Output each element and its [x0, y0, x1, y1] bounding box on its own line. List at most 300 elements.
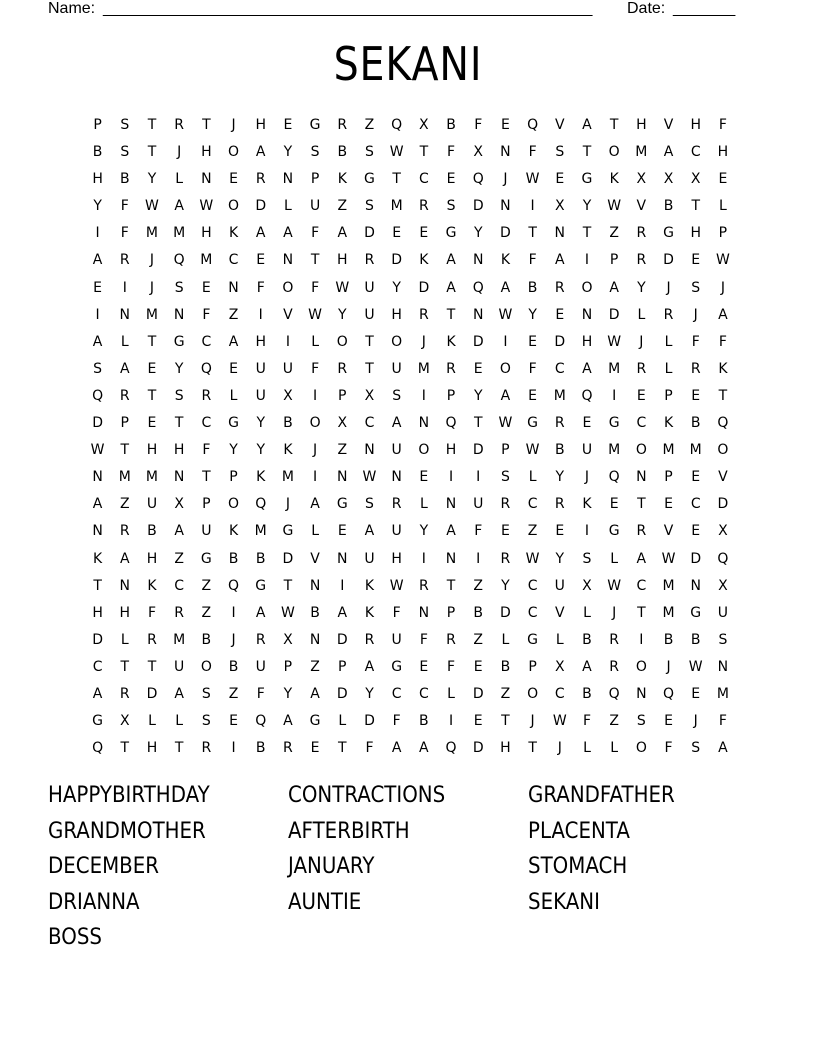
- grid-letter: I: [584, 523, 590, 540]
- grid-letter: G: [364, 171, 375, 188]
- grid-letter: S: [691, 740, 701, 757]
- grid-letter: L: [175, 713, 184, 730]
- grid-letter: M: [145, 469, 159, 486]
- grid-letter: F: [311, 225, 320, 242]
- grid-letter: L: [555, 631, 564, 648]
- grid-letter: B: [527, 279, 538, 296]
- grid-letter: L: [148, 713, 156, 730]
- grid-letter: T: [691, 198, 700, 215]
- grid-letter: O: [282, 279, 294, 296]
- grid-letter: Q: [200, 360, 212, 377]
- grid-letter: I: [231, 604, 236, 621]
- grid-letter: J: [612, 604, 617, 621]
- grid-letter: I: [448, 713, 454, 730]
- grid-letter: A: [718, 306, 728, 323]
- grid-letter: I: [421, 387, 426, 404]
- grid-letter: V: [718, 469, 728, 486]
- grid-row: [84, 329, 737, 356]
- grid-letter: J: [231, 117, 236, 133]
- grid-letter: E: [691, 252, 701, 269]
- grid-letter: D: [391, 252, 403, 269]
- grid-letter: F: [718, 333, 727, 350]
- grid-letter: A: [310, 496, 320, 513]
- grid-letter: B: [147, 523, 157, 540]
- grid-letter: L: [719, 198, 727, 215]
- grid-letter: T: [419, 144, 429, 161]
- grid-letter: A: [500, 279, 511, 296]
- grid-row: [84, 600, 737, 627]
- grid-letter: E: [636, 387, 646, 404]
- grid-letter: L: [284, 198, 292, 215]
- grid-letter: K: [364, 577, 375, 594]
- name-label: Name:: [48, 0, 96, 17]
- grid-letter: V: [310, 550, 320, 567]
- grid-letter: X: [174, 496, 184, 513]
- grid-letter: X: [554, 658, 565, 675]
- grid-letter: B: [500, 658, 511, 675]
- grid-letter: O: [200, 658, 212, 675]
- grid-letter: E: [392, 225, 402, 242]
- grid-row: [84, 708, 737, 735]
- grid-letter: R: [201, 387, 212, 404]
- grid-letter: P: [338, 387, 347, 404]
- grid-letter: W: [525, 442, 540, 459]
- grid-letter: D: [472, 333, 484, 350]
- grid-letter: N: [472, 306, 484, 323]
- grid-letter: E: [528, 387, 538, 404]
- grid-letter: A: [283, 713, 293, 730]
- grid-letter: F: [664, 740, 673, 757]
- grid-letter: N: [364, 442, 375, 459]
- grid-letter: Y: [555, 469, 565, 486]
- grid-letter: N: [92, 469, 103, 486]
- grid-letter: B: [201, 631, 212, 648]
- name-field-line: _______________________________________________________: [103, 0, 593, 17]
- grid-letter: E: [419, 469, 429, 486]
- grid-letter: W: [525, 171, 540, 188]
- grid-letter: S: [120, 117, 130, 133]
- grid-letter: Q: [472, 171, 484, 188]
- grid-letter: C: [364, 415, 375, 432]
- grid-letter: R: [636, 225, 647, 242]
- grid-letter: U: [473, 496, 484, 513]
- grid-letter: C: [527, 604, 538, 621]
- grid-letter: F: [528, 144, 537, 161]
- grid-letter: E: [201, 279, 211, 296]
- grid-letter: T: [120, 740, 130, 757]
- grid-letter: Y: [473, 225, 483, 242]
- grid-letter: D: [690, 550, 702, 567]
- grid-letter: F: [447, 144, 456, 161]
- grid-letter: T: [338, 740, 347, 757]
- grid-letter: C: [391, 685, 402, 702]
- grid-letter: D: [472, 442, 484, 459]
- grid-letter: L: [637, 306, 646, 323]
- grid-letter: G: [173, 333, 185, 350]
- grid-letter: A: [92, 252, 103, 269]
- grid-letter: Z: [473, 631, 484, 648]
- grid-letter: Z: [228, 306, 239, 323]
- grid-letter: J: [285, 496, 290, 513]
- grid-letter: J: [693, 306, 698, 323]
- grid-letter: R: [364, 252, 375, 269]
- grid-letter: P: [446, 387, 456, 404]
- grid-letter: K: [364, 604, 375, 621]
- grid-letter: W: [688, 658, 703, 675]
- grid-letter: C: [554, 685, 565, 702]
- grid-letter: Y: [637, 279, 646, 296]
- grid-letter: D: [364, 225, 375, 242]
- grid-letter: H: [581, 333, 593, 350]
- grid-letter: E: [555, 523, 565, 540]
- grid-letter: J: [149, 252, 155, 269]
- grid-letter: R: [554, 415, 565, 432]
- grid-letter: U: [174, 658, 185, 675]
- grid-letter: K: [663, 415, 674, 432]
- grid-letter: G: [663, 225, 674, 242]
- grid-letter: W: [498, 415, 513, 432]
- grid-letter: B: [255, 550, 266, 567]
- grid-letter: J: [693, 713, 698, 730]
- grid-letter: F: [365, 740, 374, 757]
- grid-letter: Q: [445, 740, 457, 757]
- grid-letter: T: [120, 442, 130, 459]
- grid-letter: W: [362, 469, 377, 486]
- grid-letter: B: [255, 740, 266, 757]
- grid-letter: F: [419, 631, 428, 648]
- date-label: Date:: [627, 0, 666, 17]
- grid-letter: I: [340, 577, 345, 594]
- grid-letter: B: [446, 117, 456, 133]
- grid-letter: O: [635, 658, 647, 675]
- grid-letter: B: [473, 604, 484, 621]
- grid-letter: T: [120, 658, 130, 675]
- grid-letter: J: [530, 713, 535, 730]
- grid-letter: N: [228, 279, 239, 296]
- grid-letter: C: [690, 496, 701, 513]
- grid-letter: F: [256, 279, 265, 296]
- grid-letter: R: [636, 523, 647, 540]
- grid-letter: L: [664, 333, 673, 350]
- grid-letter: B: [582, 631, 592, 648]
- grid-letter: J: [720, 279, 725, 296]
- grid-letter: C: [690, 144, 701, 161]
- grid-letter: S: [201, 685, 211, 702]
- grid-letter: U: [717, 604, 729, 621]
- grid-letter: T: [582, 225, 592, 242]
- grid-letter: N: [337, 469, 348, 486]
- grid-letter: T: [365, 360, 374, 377]
- grid-letter: H: [201, 225, 212, 242]
- grid-letter: Y: [528, 306, 537, 323]
- grid-letter: T: [147, 333, 157, 350]
- grid-letter: U: [364, 550, 375, 567]
- grid-letter: H: [92, 604, 103, 621]
- grid-letter: R: [283, 740, 293, 757]
- grid-letter: H: [391, 306, 402, 323]
- grid-letter: A: [228, 333, 239, 350]
- grid-letter: Y: [473, 387, 483, 404]
- grid-letter: K: [93, 550, 103, 567]
- grid-letter: I: [584, 252, 590, 269]
- grid-letter: E: [473, 360, 483, 377]
- grid-letter: A: [174, 523, 184, 540]
- grid-letter: Z: [201, 577, 212, 594]
- grid-letter: I: [612, 387, 617, 404]
- grid-letter: C: [201, 415, 212, 432]
- grid-letter: M: [635, 144, 648, 161]
- grid-letter: T: [310, 252, 320, 269]
- grid-letter: R: [636, 360, 647, 377]
- grid-letter: E: [555, 306, 565, 323]
- grid-letter: O: [228, 496, 240, 513]
- grid-letter: D: [717, 496, 729, 513]
- grid-letter: O: [581, 279, 593, 296]
- grid-letter: X: [690, 171, 701, 188]
- grid-letter: K: [419, 252, 429, 269]
- grid-letter: R: [446, 360, 456, 377]
- grid-letter: S: [174, 387, 184, 404]
- date-field-line: _______: [673, 0, 736, 17]
- grid-letter: R: [119, 523, 130, 540]
- grid-letter: S: [500, 469, 510, 486]
- grid-letter: V: [554, 604, 565, 621]
- grid-letter: S: [201, 713, 211, 730]
- grid-letter: Z: [201, 604, 212, 621]
- grid-letter: C: [418, 171, 429, 188]
- grid-letter: W: [715, 252, 730, 269]
- grid-letter: E: [691, 387, 701, 404]
- grid-letter: T: [446, 577, 456, 594]
- grid-letter: W: [389, 577, 404, 594]
- grid-letter: N: [282, 252, 294, 269]
- grid-letter: W: [661, 550, 676, 567]
- grid-letter: R: [119, 387, 130, 404]
- grid-letter: I: [95, 306, 100, 323]
- grid-letter: I: [258, 306, 263, 323]
- grid-letter: M: [553, 387, 566, 404]
- grid-letter: K: [147, 577, 157, 594]
- grid-letter: K: [228, 523, 239, 540]
- grid-letter: X: [283, 631, 293, 648]
- grid-letter: U: [282, 360, 294, 377]
- grid-letter: N: [309, 577, 321, 594]
- grid-letter: H: [690, 117, 701, 133]
- grid-row: [84, 464, 737, 491]
- word-list-item: CONTRACTIONS: [288, 783, 446, 808]
- puzzle-title: SEKANI: [333, 37, 483, 91]
- grid-letter: N: [201, 171, 212, 188]
- grid-letter: W: [145, 198, 159, 215]
- grid-letter: S: [718, 631, 728, 648]
- grid-letter: Z: [364, 117, 375, 133]
- grid-letter: G: [200, 550, 212, 567]
- grid-letter: T: [446, 306, 456, 323]
- grid-letter: L: [610, 550, 619, 567]
- grid-letter: M: [417, 360, 430, 377]
- grid-letter: P: [229, 469, 238, 486]
- grid-letter: N: [418, 604, 430, 621]
- grid-letter: J: [503, 171, 508, 188]
- grid-letter: F: [528, 252, 537, 269]
- letter-grid: [84, 112, 737, 762]
- grid-letter: A: [582, 658, 592, 675]
- grid-row: [84, 654, 737, 681]
- grid-letter: E: [691, 523, 701, 540]
- grid-letter: E: [256, 252, 266, 269]
- grid-letter: R: [174, 604, 185, 621]
- grid-letter: L: [664, 360, 673, 377]
- grid-letter: E: [528, 333, 538, 350]
- grid-letter: N: [472, 252, 484, 269]
- grid-letter: L: [120, 333, 129, 350]
- grid-letter: T: [582, 144, 592, 161]
- grid-letter: M: [145, 225, 159, 242]
- grid-letter: Q: [472, 279, 484, 296]
- grid-letter: R: [255, 171, 266, 188]
- grid-letter: I: [476, 550, 481, 567]
- grid-letter: A: [364, 523, 375, 540]
- grid-letter: D: [336, 685, 348, 702]
- word-list-item: PLACENTA: [528, 818, 630, 844]
- grid-letter: B: [690, 415, 701, 432]
- grid-letter: A: [119, 550, 130, 567]
- grid-letter: N: [636, 685, 647, 702]
- grid-letter: H: [119, 604, 131, 621]
- grid-letter: E: [609, 496, 619, 513]
- grid-letter: J: [557, 740, 562, 757]
- grid-letter: H: [337, 252, 348, 269]
- grid-letter: E: [310, 740, 320, 757]
- grid-letter: M: [173, 225, 186, 242]
- grid-letter: T: [365, 333, 374, 350]
- grid-letter: Q: [391, 117, 403, 133]
- grid-letter: R: [201, 740, 212, 757]
- grid-letter: F: [474, 117, 483, 133]
- grid-letter: A: [446, 523, 456, 540]
- grid-letter: D: [500, 604, 511, 621]
- grid-letter: S: [392, 387, 402, 404]
- grid-letter: J: [421, 333, 426, 350]
- grid-letter: R: [418, 306, 429, 323]
- grid-letter: S: [365, 496, 374, 513]
- grid-letter: F: [202, 306, 211, 323]
- grid-letter: R: [391, 496, 402, 513]
- grid-letter: D: [472, 685, 484, 702]
- grid-letter: Z: [337, 442, 348, 459]
- grid-letter: I: [503, 333, 508, 350]
- grid-letter: B: [419, 713, 429, 730]
- grid-letter: P: [664, 387, 673, 404]
- grid-letter: A: [391, 415, 402, 432]
- grid-letter: N: [500, 144, 511, 161]
- grid-letter: Z: [609, 225, 619, 242]
- grid-letter: X: [718, 523, 728, 540]
- grid-letter: K: [500, 252, 510, 269]
- grid-letter: R: [554, 496, 565, 513]
- grid-letter: W: [525, 550, 540, 567]
- grid-letter: B: [228, 658, 239, 675]
- grid-letter: U: [391, 442, 402, 459]
- grid-letter: Z: [337, 198, 348, 215]
- grid-letter: A: [554, 252, 565, 269]
- grid-letter: X: [473, 144, 484, 161]
- grid-letter: V: [283, 306, 293, 323]
- grid-letter: K: [609, 171, 619, 188]
- grid-letter: I: [122, 279, 127, 296]
- grid-letter: U: [581, 442, 593, 459]
- grid-letter: L: [229, 387, 238, 404]
- grid-letter: G: [527, 415, 539, 432]
- grid-letter: L: [528, 469, 537, 486]
- grid-letter: G: [228, 415, 239, 432]
- grid-letter: C: [174, 577, 185, 594]
- grid-letter: U: [364, 306, 375, 323]
- grid-letter: B: [554, 442, 565, 459]
- grid-letter: B: [119, 171, 130, 188]
- grid-letter: R: [119, 685, 130, 702]
- grid-letter: C: [228, 252, 239, 269]
- grid-letter: X: [582, 577, 592, 594]
- grid-letter: D: [500, 225, 511, 242]
- grid-letter: O: [635, 442, 647, 459]
- header: [48, 0, 748, 20]
- grid-letter: Q: [228, 577, 240, 594]
- grid-letter: X: [419, 117, 429, 133]
- word-list-item: JANUARY: [288, 854, 375, 879]
- grid-letter: J: [666, 279, 671, 296]
- grid-letter: D: [282, 550, 294, 567]
- grid-letter: O: [717, 442, 729, 459]
- grid-row: [84, 166, 737, 193]
- grid-letter: R: [446, 631, 456, 648]
- grid-letter: A: [609, 279, 619, 296]
- grid-letter: M: [662, 604, 675, 621]
- grid-letter: U: [146, 496, 158, 513]
- grid-letter: A: [582, 360, 592, 377]
- grid-letter: B: [228, 550, 239, 567]
- grid-letter: P: [609, 252, 619, 269]
- grid-letter: N: [554, 225, 566, 242]
- grid-letter: F: [392, 604, 401, 621]
- grid-letter: A: [92, 333, 103, 350]
- grid-letter: D: [554, 333, 566, 350]
- grid-letter: A: [446, 279, 456, 296]
- grid-letter: F: [447, 658, 456, 675]
- grid-letter: A: [337, 225, 348, 242]
- grid-letter: Y: [555, 550, 565, 567]
- grid-letter: J: [584, 469, 590, 486]
- grid-letter: W: [308, 306, 323, 323]
- word-list-item: GRANDFATHER: [528, 783, 675, 808]
- grid-letter: H: [146, 550, 158, 567]
- grid-letter: N: [119, 306, 131, 323]
- grid-letter: F: [311, 279, 320, 296]
- grid-letter: U: [255, 387, 266, 404]
- grid-letter: E: [473, 713, 483, 730]
- grid-letter: M: [662, 577, 675, 594]
- grid-letter: E: [664, 713, 673, 730]
- grid-letter: I: [95, 225, 100, 242]
- grid-letter: D: [663, 252, 674, 269]
- grid-letter: D: [92, 631, 103, 648]
- grid-letter: E: [555, 171, 565, 188]
- grid-letter: P: [528, 658, 537, 675]
- grid-letter: U: [391, 631, 402, 648]
- grid-letter: F: [120, 198, 129, 215]
- grid-letter: E: [229, 360, 238, 377]
- grid-letter: A: [582, 117, 592, 133]
